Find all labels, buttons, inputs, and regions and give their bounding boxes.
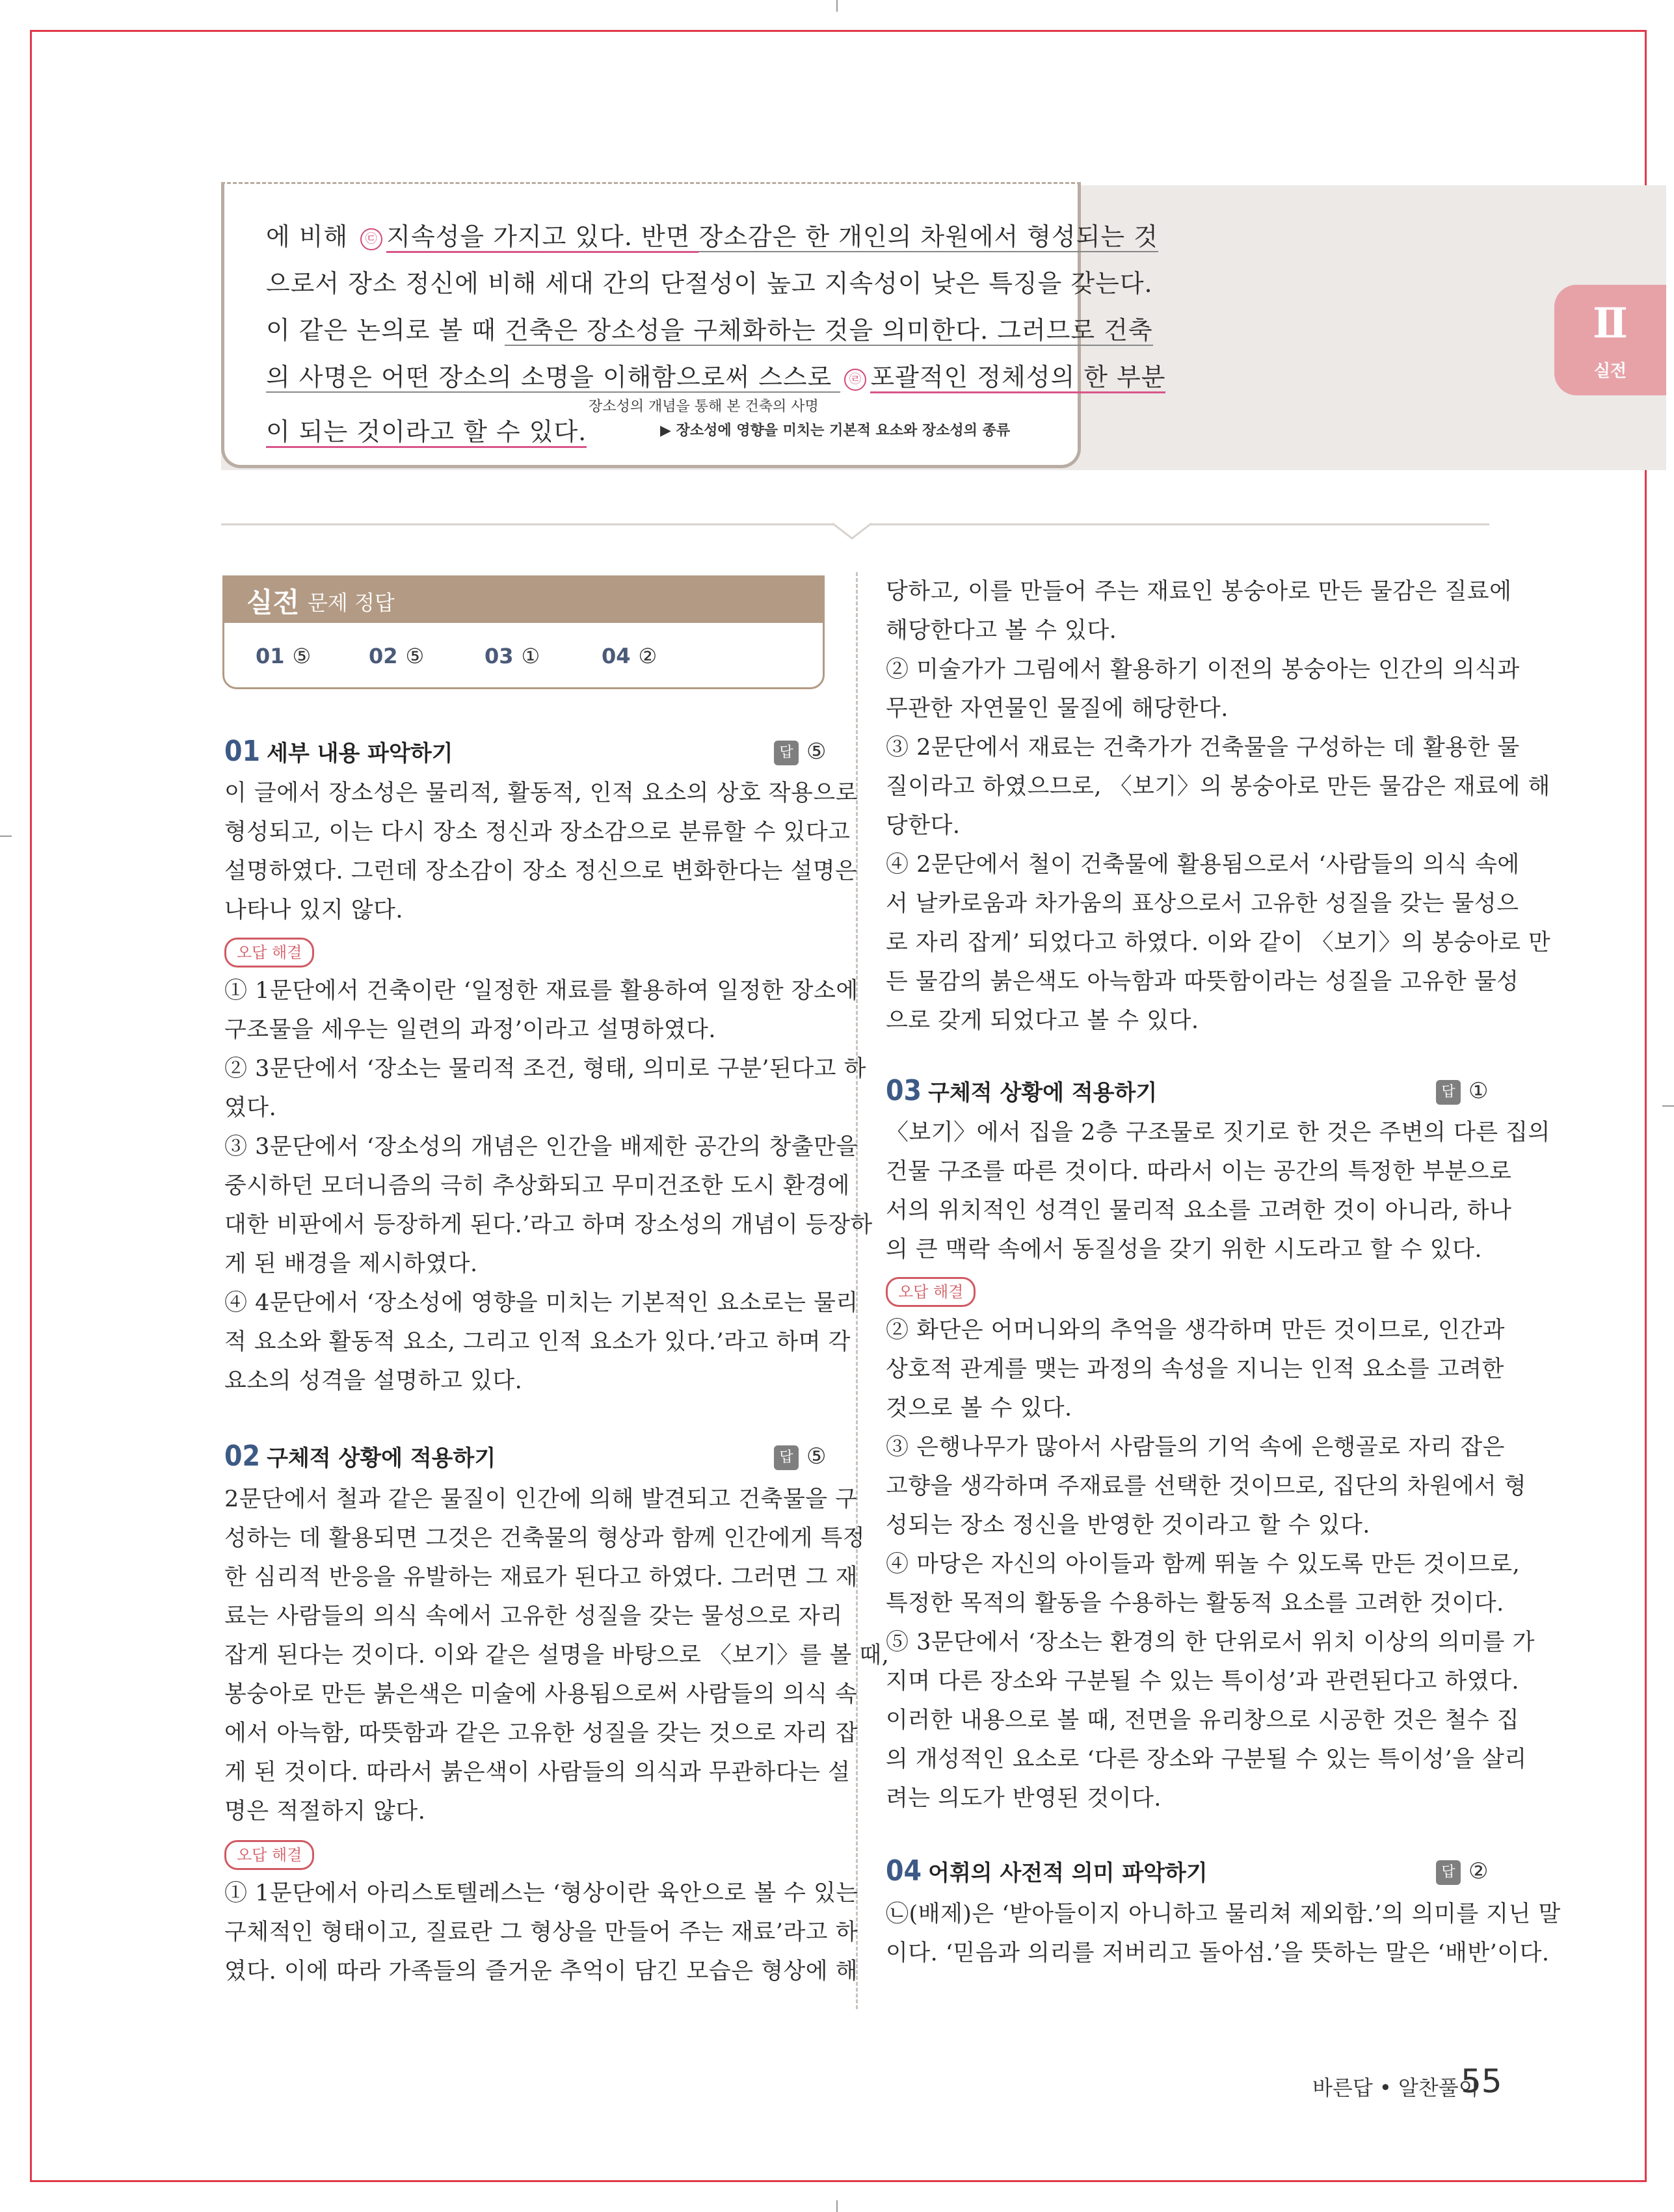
q03-wrong-line: 이러한 내용으로 볼 때, 전면을 유리창으로 시공한 것은 철수 집: [886, 1707, 1520, 1733]
q02-wrong-line: 구체적인 형태이고, 질료란 그 형상을 만들어 주는 재료’라고 하: [224, 1919, 858, 1945]
q01-wrong-line: 적 요소와 활동적 요소, 그리고 인적 요소가 있다.’라고 하며 각: [224, 1329, 851, 1355]
chapter-tab: [1554, 285, 1666, 395]
answer-number: 03: [485, 644, 514, 668]
answer-item: [369, 644, 424, 668]
q01-body-line: 나타나 있지 않다.: [224, 897, 404, 923]
crop-mark: [0, 836, 12, 837]
q04-answer-value: ②: [1468, 1858, 1489, 1884]
q01-title-text: 세부 내용 파악하기: [267, 741, 453, 767]
answer-item: [256, 644, 311, 668]
q02-wrong-line: ① 1문단에서 아리스토텔레스는 ‘형상이란 육안으로 볼 수 있는: [224, 1880, 858, 1906]
q02-cont-line: 당한다.: [886, 813, 961, 839]
q02-body-line: 명은 적절하지 않다.: [224, 1798, 426, 1824]
crop-mark: [836, 0, 838, 12]
q01-body-line: 이 글에서 장소성은 물리적, 활동적, 인적 요소의 상호 작용으로: [224, 780, 858, 806]
q02-cont-line: 무관한 자연물인 물질에 해당한다.: [886, 696, 1229, 722]
q02-body-line: 에서 아늑함, 따뜻함과 같은 고유한 성질을 갖는 것으로 자리 잡: [224, 1720, 858, 1746]
marker-circle: ㉢: [360, 228, 382, 250]
answer-badge-icon: 답: [1436, 1860, 1461, 1885]
answer-number: 02: [369, 644, 398, 668]
answer-summary-header: [224, 577, 823, 623]
passage-line-1: [266, 217, 1158, 252]
divider-notch-icon: [832, 514, 871, 540]
answer-value: ⑤: [405, 644, 425, 668]
q04-answer: [1436, 1858, 1488, 1885]
answer-badge-icon: 답: [1436, 1080, 1461, 1105]
passage-annotation: 장소성의 개념을 통해 본 건축의 사명: [589, 399, 819, 415]
passage-line-3: [266, 310, 1153, 346]
q02-body-line: 한 심리적 반응을 유발하는 재료가 된다고 하였다. 그러면 그 재: [224, 1564, 858, 1590]
q01-wrong-line: 중시하던 모더니즘의 극히 추상화되고 무미건조한 도시 환경에: [224, 1173, 850, 1199]
answer-number: 01: [256, 644, 285, 668]
crop-mark: [836, 2200, 838, 2212]
passage-line-4: [266, 357, 1165, 393]
q01-answer-value: ⑤: [806, 739, 827, 765]
q02-body-line: 료는 사람들의 의식 속에서 고유한 성질을 갖는 물성으로 자리: [224, 1603, 843, 1629]
passage-line-2: [266, 263, 1153, 299]
q01-wrong-line: 였다.: [224, 1095, 277, 1121]
q02-body-line: 게 된 것이다. 따라서 붉은색이 사람들의 의식과 무관하다는 설: [224, 1759, 851, 1785]
wrong-answer-label: 오답 해결: [224, 1840, 314, 1870]
q03-wrong-line: 지며 다른 장소와 구분될 수 있는 특이성’과 관련된다고 하였다.: [886, 1668, 1520, 1694]
q03-body-line: 건물 구조를 따른 것이다. 따라서 이는 공간의 특정한 부분으로: [886, 1159, 1512, 1185]
q02-cont-line: ③ 2문단에서 재료는 건축가가 건축물을 구성하는 데 활용한 물: [886, 735, 1520, 761]
q01-number: 01: [224, 735, 261, 768]
footer-label: 바른답 • 알찬풀이: [1312, 2075, 1479, 2100]
chapter-label: 실전: [1593, 362, 1627, 381]
q02-wrong-line: 였다. 이에 따라 가족들의 즐거운 추억이 담긴 모습은 형상에 해: [224, 1958, 858, 1984]
passage-text-underlined: 의 사명은 어떤 장소의 소명을 이해함으로써 스스로: [266, 363, 841, 391]
passage-text: 에 비해: [266, 222, 357, 251]
crop-mark: [1662, 1105, 1674, 1107]
q01-wrong-line: 구조물을 세우는 일련의 과정’이라고 설명하였다.: [224, 1017, 716, 1043]
answer-value: ②: [638, 644, 658, 668]
passage-line-5: [266, 412, 587, 447]
answer-value: ①: [521, 644, 540, 668]
q02-cont-line: 해당한다고 볼 수 있다.: [886, 618, 1117, 644]
q03-answer: [1436, 1078, 1488, 1105]
q02-body-line: 잡게 된다는 것이다. 이와 같은 설명을 바탕으로 〈보기〉를 볼 때,: [224, 1642, 890, 1668]
q02-cont-line: ② 미술가가 그림에서 활용하기 이전의 봉숭아는 인간의 의식과: [886, 657, 1520, 683]
q02-cont-line: 서 날카로움과 차가움의 표상으로서 고유한 성질을 갖는 물성으: [886, 891, 1519, 917]
q01-body-line: 설명하였다. 그런데 장소감이 장소 정신으로 변화한다는 설명은: [224, 858, 858, 884]
q03-body-line: 〈보기〉에서 집을 2층 구조물로 짓기로 한 것은 주변의 다른 집의: [886, 1120, 1550, 1146]
q03-wrong-line: 특정한 목적의 활동을 수용하는 활동적 요소를 고려한 것이다.: [886, 1590, 1504, 1616]
passage-box: [221, 182, 1166, 468]
q03-wrong-line: 성되는 장소 정신을 반영한 것이라고 할 수 있다.: [886, 1512, 1370, 1538]
q01-answer: [774, 739, 826, 765]
passage-text-underlined: 포괄적인 정체성의 한 부분: [870, 363, 1165, 393]
q03-wrong-line: ② 화단은 어머니와의 추억을 생각하며 만든 것이므로, 인간과: [886, 1317, 1505, 1343]
passage-text: 으로서 장소 정신에 비해 세대 간의 단절성이 높고 지속성이 낮은 특징을 갖는다.: [266, 269, 1153, 298]
q03-number: 03: [886, 1074, 922, 1107]
q04-number: 04: [886, 1854, 922, 1888]
q03-wrong-line: 려는 의도가 반영된 것이다.: [886, 1785, 1162, 1811]
q02-answer-value: ⑤: [806, 1443, 827, 1469]
answer-summary-subtitle: 문제 정답: [308, 590, 395, 615]
q02-cont-line: 당하고, 이를 만들어 주는 재료인 봉숭아로 만든 물감은 질료에: [886, 579, 1512, 605]
q04-body-line: 이다. ‘믿음과 의리를 저버리고 돌아섬.’을 뜻하는 말은 ‘배반’이다.: [886, 1940, 1550, 1966]
q04-title-text: 어휘의 사전적 의미 파악하기: [928, 1860, 1208, 1886]
passage-text-underlined: 이 되는 것이라고 할 수 있다.: [266, 417, 587, 448]
q02-body-line: 성하는 데 활용되면 그것은 건축물의 형상과 함께 인간에게 특정: [224, 1525, 866, 1551]
q03-wrong-line: 고향을 생각하며 주재료를 선택한 것이므로, 집단의 차원에서 형: [886, 1473, 1527, 1499]
q03-title-text: 구체적 상황에 적용하기: [928, 1080, 1158, 1106]
q02-cont-line: ④ 2문단에서 철이 건축물에 활용됨으로서 ‘사람들의 의식 속에: [886, 852, 1520, 878]
q01-wrong-line: ④ 4문단에서 ‘장소성에 영향을 미치는 기본적인 요소로는 물리: [224, 1290, 858, 1316]
answer-number: 04: [602, 644, 631, 668]
q02-cont-line: 질이라고 하였으므로, 〈보기〉의 봉숭아로 만든 물감은 재료에 해: [886, 774, 1550, 800]
q02-body-line: 봉숭아로 만든 붉은색은 미술에 사용됨으로써 사람들의 의식 속: [224, 1681, 858, 1707]
q03-wrong-line: 상호적 관계를 맺는 과정의 속성을 지니는 인적 요소를 고려한: [886, 1356, 1504, 1382]
q03-answer-value: ①: [1468, 1078, 1489, 1104]
answer-badge-icon: 답: [774, 1445, 799, 1470]
chapter-numeral: Ⅱ: [1593, 299, 1628, 348]
q02-title-text: 구체적 상황에 적용하기: [267, 1445, 496, 1471]
q02-body-line: 2문단에서 철과 같은 물질이 인간에 의해 발견되고 건축물을 구: [224, 1486, 858, 1512]
passage-text-underlined: 건축은 장소성을 구체화하는 것을 의미한다. 그러므로 건축: [505, 316, 1153, 345]
marker-circle: ㉣: [844, 369, 866, 391]
q01-wrong-line: ① 1문단에서 건축이란 ‘일정한 재료를 활용하여 일정한 장소에: [224, 978, 858, 1004]
q03-body-line: 서의 위치적인 성격인 물리적 요소를 고려한 것이 아니라, 하나: [886, 1198, 1512, 1224]
q01-wrong-line: ③ 3문단에서 ‘장소성의 개념은 인간을 배제한 공간의 창출만을: [224, 1134, 858, 1160]
q02-number: 02: [224, 1440, 261, 1473]
answer-item: [602, 644, 657, 668]
q02-title: [224, 1440, 496, 1473]
q03-title: [886, 1074, 1157, 1107]
q03-wrong-line: 것으로 볼 수 있다.: [886, 1395, 1072, 1421]
q03-wrong-line: ⑤ 3문단에서 ‘장소는 환경의 한 단위로서 위치 이상의 의미를 가: [886, 1629, 1535, 1655]
q01-wrong-line: 요소의 성격을 설명하고 있다.: [224, 1368, 523, 1394]
q03-wrong-line: 의 개성적인 요소로 ‘다른 장소와 구분될 수 있는 특이성’을 살리: [886, 1746, 1527, 1772]
page-number: 55: [1461, 2062, 1502, 2100]
q03-body-line: 의 큰 맥락 속에서 동질성을 갖기 위한 시도라고 할 수 있다.: [886, 1237, 1483, 1263]
q01-wrong-line: ② 3문단에서 ‘장소는 물리적 조건, 형태, 의미로 구분’된다고 하: [224, 1056, 866, 1082]
q02-cont-line: 으로 갖게 되었다고 볼 수 있다.: [886, 1008, 1199, 1034]
q01-wrong-line: 대한 비판에서 등장하게 된다.’라고 하며 장소성의 개념이 등장하: [224, 1212, 873, 1238]
wrong-answer-label: 오답 해결: [224, 938, 314, 968]
q01-body-line: 형성되고, 이는 다시 장소 정신과 장소감으로 분류할 수 있다고: [224, 819, 851, 845]
passage-text: 이 같은 논의로 볼 때: [266, 316, 505, 345]
q04-body-line: ㉡(배제)은 ‘받아들이지 아니하고 물리쳐 제외함.’의 의미를 지닌 말: [886, 1901, 1561, 1927]
passage-text-underlined: 장소감은 한 개인의 차원에서 형성되는 것: [698, 222, 1158, 251]
q02-answer: [774, 1443, 826, 1470]
q02-cont-line: 로 자리 잡게’ 되었다고 하였다. 이와 같이 〈보기〉의 봉숭아로 만: [886, 930, 1551, 956]
answer-summary-title: 실전: [246, 586, 300, 618]
answer-summary-box: [222, 575, 825, 689]
q03-wrong-line: ④ 마당은 자신의 아이들과 함께 뛰놀 수 있도록 만든 것이므로,: [886, 1551, 1521, 1577]
answer-badge-icon: 답: [774, 741, 799, 765]
passage-summary-note: ▶ 장소성에 영향을 미치는 기본적 요소와 장소성의 종류: [660, 423, 1011, 439]
q01-title: [224, 735, 453, 768]
q01-wrong-line: 게 된 배경을 제시하였다.: [224, 1251, 478, 1277]
answer-item: [485, 644, 540, 668]
q03-wrong-line: ③ 은행나무가 많아서 사람들의 기억 속에 은행골로 자리 잡은: [886, 1434, 1505, 1460]
passage-text-underlined: 지속성을 가지고 있다. 반면: [386, 222, 698, 253]
answer-value: ⑤: [292, 644, 312, 668]
q04-title: [886, 1854, 1208, 1888]
wrong-answer-label: 오답 해결: [886, 1277, 976, 1307]
q02-cont-line: 든 물감의 붉은색도 아늑함과 따뜻함이라는 성질을 고유한 물성: [886, 969, 1519, 995]
